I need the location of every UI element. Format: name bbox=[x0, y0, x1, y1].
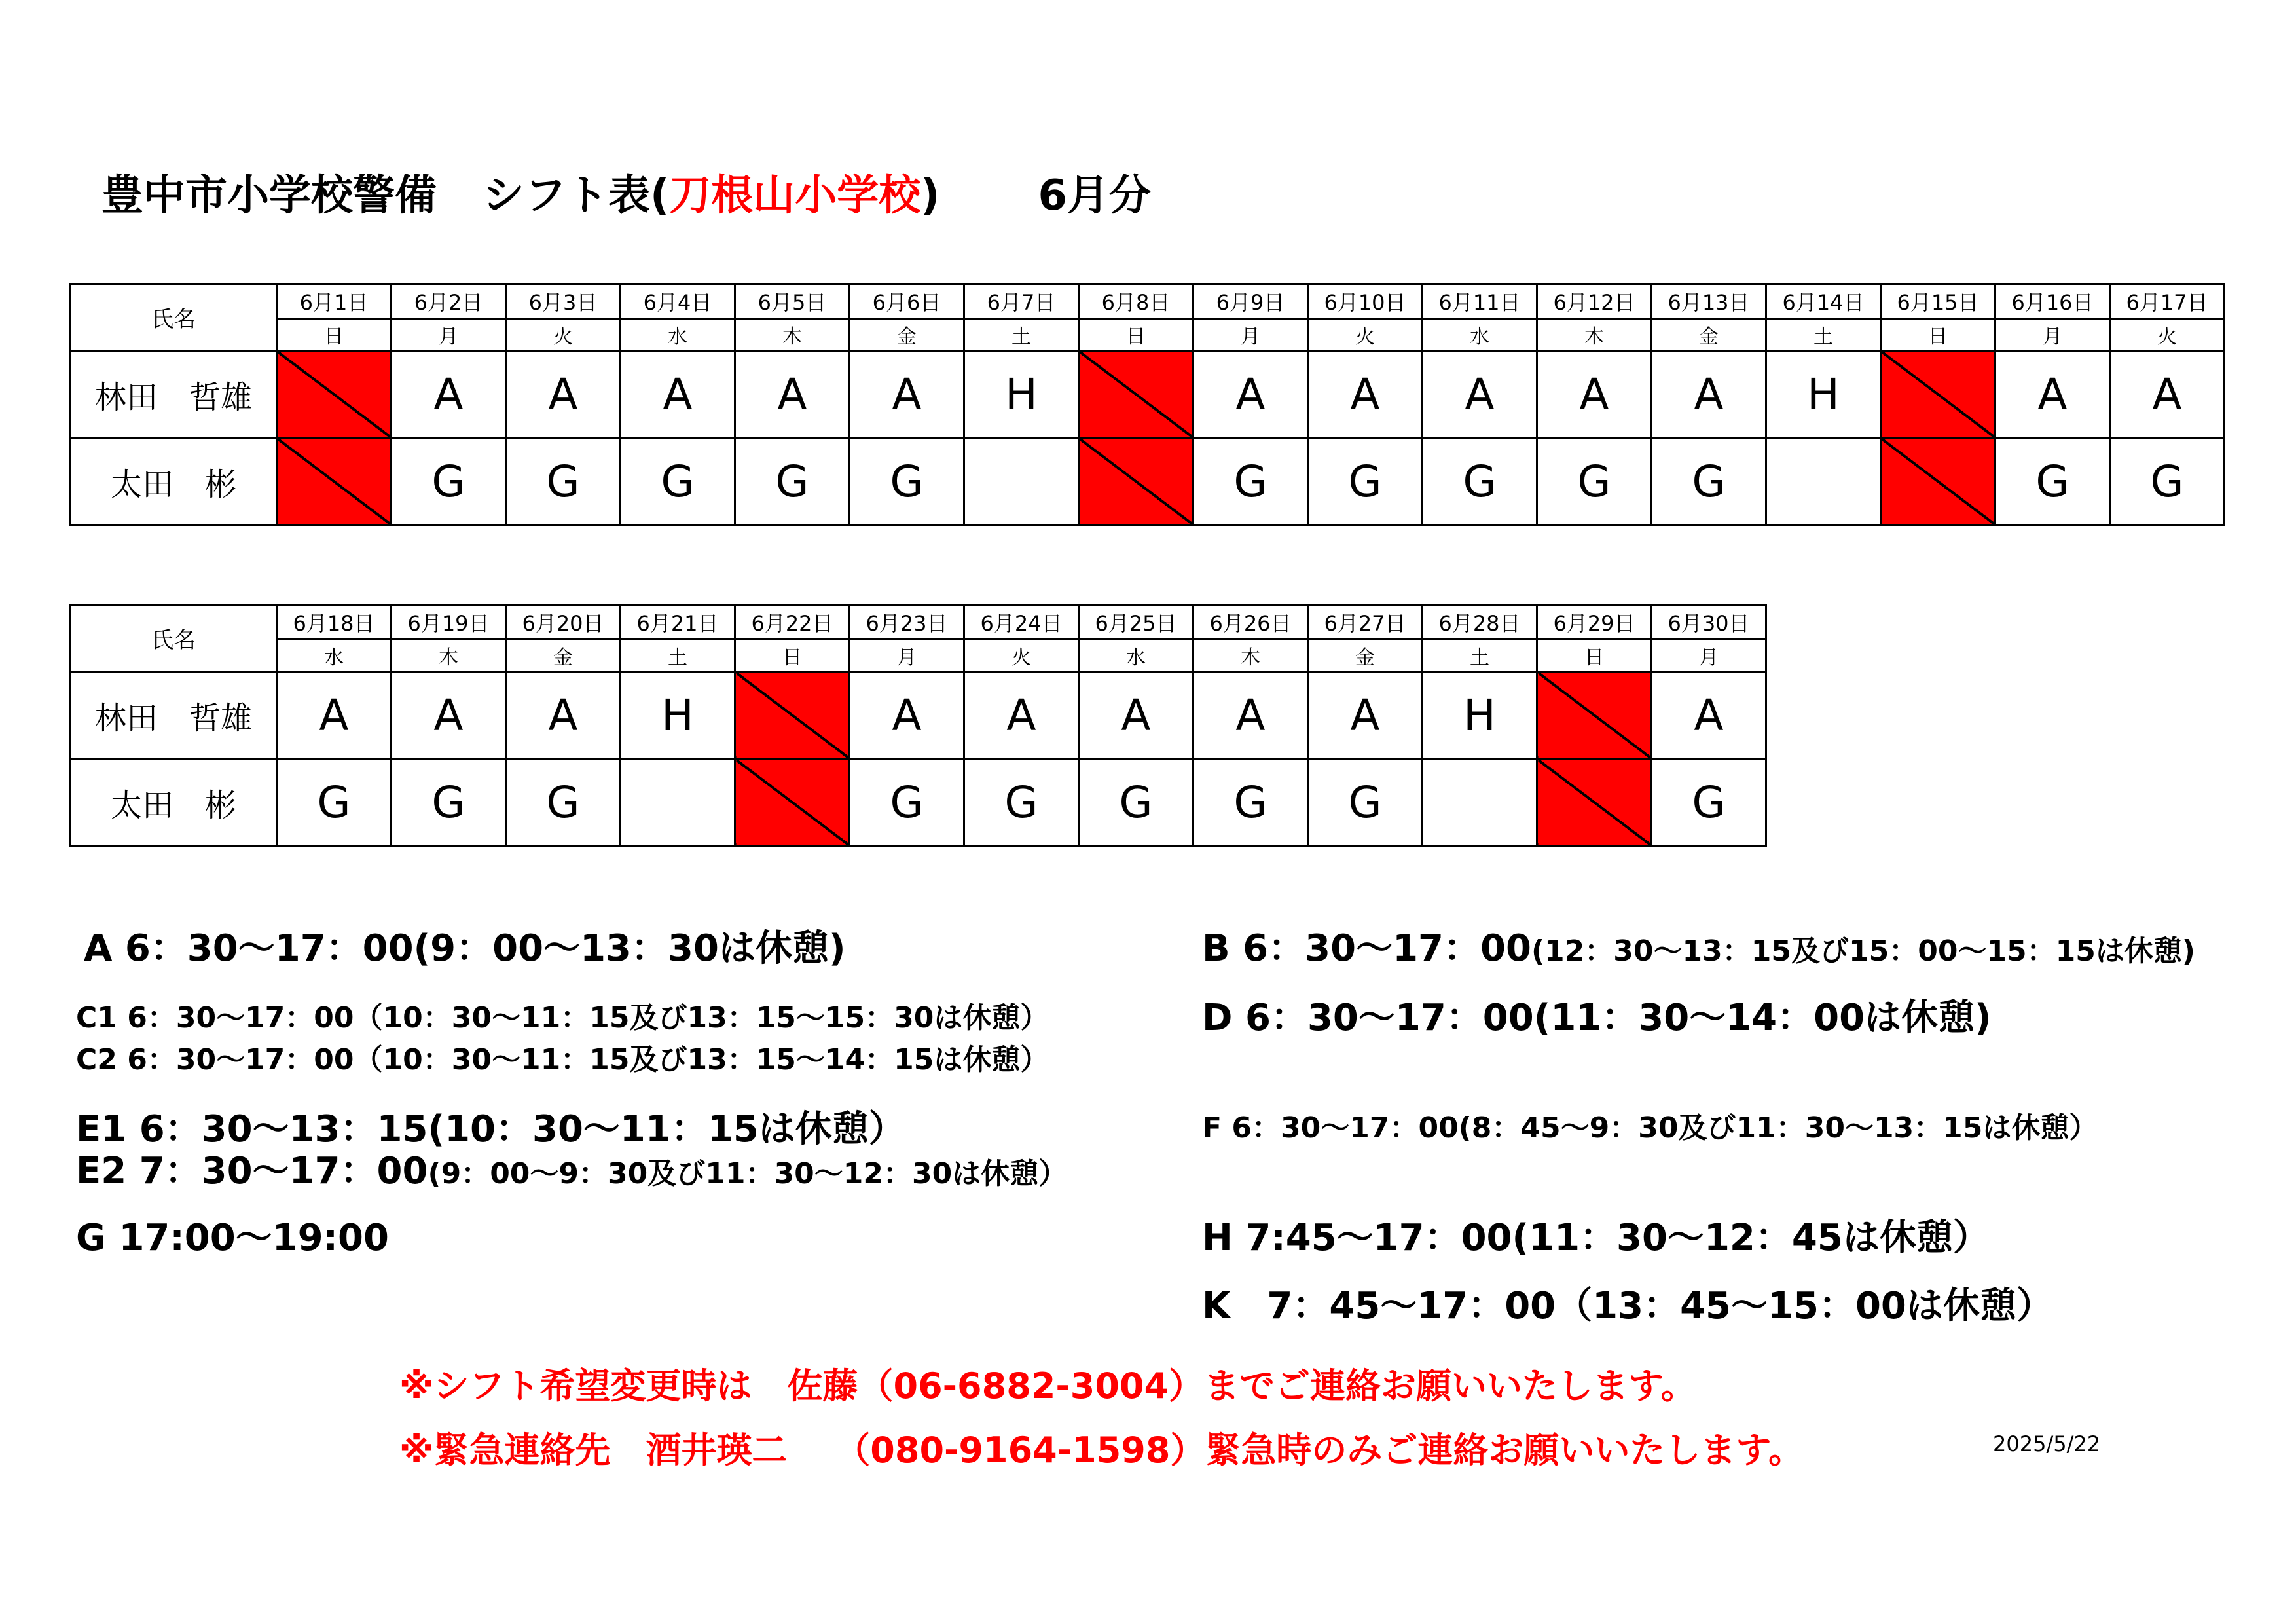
date-header: 6月8日 bbox=[1079, 284, 1194, 319]
day-of-week: 木 bbox=[392, 640, 506, 672]
legend-h: H 7:45～17：00(11：30～12：45は休憩） bbox=[1202, 1217, 1990, 1259]
legend-e2-main: E2 7：30～17：00 bbox=[76, 1150, 428, 1192]
day-of-week: 月 bbox=[1194, 319, 1308, 351]
shift-cell: A bbox=[1194, 351, 1308, 438]
date-header: 6月26日 bbox=[1194, 605, 1308, 640]
date-header: 6月15日 bbox=[1881, 284, 1995, 319]
date-header: 6月17日 bbox=[2110, 284, 2225, 319]
date-header: 6月4日 bbox=[621, 284, 735, 319]
legend-b-note: (12：30～13：15及び15：00～15：15は休憩) bbox=[1531, 934, 2195, 968]
shift-cell: A bbox=[1995, 351, 2110, 438]
shift-cell: A bbox=[1537, 351, 1652, 438]
date-header: 6月6日 bbox=[850, 284, 964, 319]
shift-cell: A bbox=[1308, 351, 1423, 438]
legend-c2: C2 6：30～17：00（10：30～11：15及び13：15～14：15は休憩） bbox=[76, 1043, 1049, 1077]
shift-cell: G bbox=[1995, 438, 2110, 525]
day-off-cell bbox=[1537, 759, 1652, 846]
day-of-week: 土 bbox=[964, 319, 1079, 351]
page-title bbox=[101, 166, 1151, 225]
staff-row bbox=[71, 672, 1766, 759]
shift-cell: A bbox=[735, 351, 850, 438]
shift-cell: G bbox=[506, 438, 621, 525]
shift-cell: G bbox=[1423, 438, 1537, 525]
shift-cell: G bbox=[621, 438, 735, 525]
day-of-week: 水 bbox=[1079, 640, 1194, 672]
shift-cell: A bbox=[1423, 351, 1537, 438]
day-of-week: 火 bbox=[1308, 319, 1423, 351]
shift-cell: A bbox=[1308, 672, 1423, 759]
shift-cell: G bbox=[735, 438, 850, 525]
shift-cell: A bbox=[392, 351, 506, 438]
shift-cell: G bbox=[1308, 759, 1423, 846]
date-header: 6月14日 bbox=[1766, 284, 1881, 319]
title-close: ) bbox=[920, 172, 940, 220]
day-off-cell bbox=[1079, 438, 1194, 525]
staff-row bbox=[71, 351, 2225, 438]
day-off-cell bbox=[735, 672, 850, 759]
day-of-week: 土 bbox=[1766, 319, 1881, 351]
shift-cell: G bbox=[1308, 438, 1423, 525]
day-of-week: 土 bbox=[621, 640, 735, 672]
day-of-week: 金 bbox=[1308, 640, 1423, 672]
date-header: 6月2日 bbox=[392, 284, 506, 319]
issue-date: 2025/5/22 bbox=[1993, 1431, 2101, 1456]
day-of-week: 月 bbox=[850, 640, 964, 672]
legend-b-main: B 6：30～17：00 bbox=[1202, 927, 1531, 970]
title-main: 豊中市小学校警備 bbox=[101, 172, 437, 220]
date-header: 6月5日 bbox=[735, 284, 850, 319]
date-header: 6月9日 bbox=[1194, 284, 1308, 319]
shift-cell: H bbox=[1423, 672, 1537, 759]
staff-name: 林田 哲雄 bbox=[71, 351, 277, 438]
shift-cell: G bbox=[1194, 759, 1308, 846]
notice-emergency-contact: ※緊急連絡先 酒井瑛二 （080-9164-1598）緊急時のみご連絡お願いいたします。 bbox=[399, 1430, 1804, 1471]
day-of-week-row bbox=[71, 319, 2225, 351]
date-header: 6月1日 bbox=[277, 284, 392, 319]
day-of-week: 月 bbox=[392, 319, 506, 351]
shift-cell: G bbox=[277, 759, 392, 846]
day-off-cell bbox=[277, 438, 392, 525]
day-of-week: 金 bbox=[850, 319, 964, 351]
shift-cell: H bbox=[1766, 351, 1881, 438]
day-of-week: 木 bbox=[1194, 640, 1308, 672]
shift-cell: G bbox=[2110, 438, 2225, 525]
shift-cell: A bbox=[964, 672, 1079, 759]
shift-cell bbox=[964, 438, 1079, 525]
shift-cell: G bbox=[964, 759, 1079, 846]
legend-g: G 17:00～19:00 bbox=[76, 1217, 389, 1259]
date-header: 6月12日 bbox=[1537, 284, 1652, 319]
shift-cell: G bbox=[392, 759, 506, 846]
date-row bbox=[71, 284, 2225, 319]
day-off-cell bbox=[277, 351, 392, 438]
legend-e1: E1 6：30～13：15(10：30～11：15は休憩） bbox=[76, 1108, 905, 1151]
shift-cell: H bbox=[621, 672, 735, 759]
day-of-week: 火 bbox=[2110, 319, 2225, 351]
day-of-week: 木 bbox=[735, 319, 850, 351]
shift-cell: A bbox=[1652, 351, 1766, 438]
date-header: 6月18日 bbox=[277, 605, 392, 640]
shift-cell: G bbox=[1079, 759, 1194, 846]
day-of-week: 日 bbox=[1881, 319, 1995, 351]
day-of-week: 水 bbox=[277, 640, 392, 672]
shift-cell: G bbox=[506, 759, 621, 846]
shift-cell: A bbox=[2110, 351, 2225, 438]
shift-cell: A bbox=[506, 351, 621, 438]
notice-shift-change: ※シフト希望変更時は 佐藤（06-6882-3004）までご連絡お願いいたします。 bbox=[399, 1365, 1696, 1407]
shift-cell: G bbox=[392, 438, 506, 525]
day-of-week: 月 bbox=[1652, 640, 1766, 672]
day-off-cell bbox=[1881, 438, 1995, 525]
date-header: 6月16日 bbox=[1995, 284, 2110, 319]
date-header: 6月21日 bbox=[621, 605, 735, 640]
legend-f: F 6：30～17：00(8：45～9：30及び11：30～13：15は休憩） bbox=[1202, 1111, 2098, 1145]
day-of-week: 土 bbox=[1423, 640, 1537, 672]
day-of-week: 月 bbox=[1995, 319, 2110, 351]
title-kind: シフト表( bbox=[483, 172, 670, 220]
day-of-week: 火 bbox=[506, 319, 621, 351]
day-of-week: 水 bbox=[621, 319, 735, 351]
day-of-week: 金 bbox=[506, 640, 621, 672]
staff-row bbox=[71, 438, 2225, 525]
name-header: 氏名 bbox=[71, 605, 277, 672]
date-header: 6月11日 bbox=[1423, 284, 1537, 319]
date-header: 6月29日 bbox=[1537, 605, 1652, 640]
shift-cell: A bbox=[621, 351, 735, 438]
day-of-week: 火 bbox=[964, 640, 1079, 672]
day-of-week: 日 bbox=[277, 319, 392, 351]
staff-row bbox=[71, 759, 1766, 846]
shift-cell: G bbox=[1194, 438, 1308, 525]
day-of-week-row bbox=[71, 640, 1766, 672]
schedule-table-second-half bbox=[69, 604, 1767, 847]
day-off-cell bbox=[1881, 351, 1995, 438]
date-header: 6月27日 bbox=[1308, 605, 1423, 640]
staff-name: 太田 彬 bbox=[71, 759, 277, 846]
legend-b bbox=[1202, 919, 2195, 972]
date-header: 6月19日 bbox=[392, 605, 506, 640]
day-of-week: 水 bbox=[1423, 319, 1537, 351]
shift-cell: A bbox=[850, 351, 964, 438]
shift-cell: G bbox=[850, 759, 964, 846]
date-row bbox=[71, 605, 1766, 640]
date-header: 6月30日 bbox=[1652, 605, 1766, 640]
legend-d: D 6：30～17：00(11：30～14：00は休憩) bbox=[1202, 997, 1992, 1039]
legend-e2-note: (9：00～9：30及び11：30～12：30は休憩） bbox=[428, 1157, 1068, 1190]
day-of-week: 木 bbox=[1537, 319, 1652, 351]
staff-name: 太田 彬 bbox=[71, 438, 277, 525]
legend-c1: C1 6：30～17：00（10：30～11：15及び13：15～15：30は休憩） bbox=[76, 1001, 1049, 1035]
shift-cell: G bbox=[850, 438, 964, 525]
date-header: 6月3日 bbox=[506, 284, 621, 319]
name-header: 氏名 bbox=[71, 284, 277, 351]
title-school: 刀根山小学校 bbox=[669, 172, 921, 220]
date-header: 6月24日 bbox=[964, 605, 1079, 640]
shift-cell bbox=[1423, 759, 1537, 846]
shift-cell: G bbox=[1537, 438, 1652, 525]
legend-k: K 7：45～17：00（13：45～15：00は休憩） bbox=[1202, 1285, 2053, 1327]
shift-cell: A bbox=[850, 672, 964, 759]
shift-cell: A bbox=[392, 672, 506, 759]
day-off-cell bbox=[735, 759, 850, 846]
shift-cell: A bbox=[1652, 672, 1766, 759]
date-header: 6月13日 bbox=[1652, 284, 1766, 319]
day-of-week: 日 bbox=[735, 640, 850, 672]
date-header: 6月20日 bbox=[506, 605, 621, 640]
day-of-week: 金 bbox=[1652, 319, 1766, 351]
shift-cell: G bbox=[1652, 759, 1766, 846]
date-header: 6月7日 bbox=[964, 284, 1079, 319]
date-header: 6月10日 bbox=[1308, 284, 1423, 319]
day-off-cell bbox=[1079, 351, 1194, 438]
shift-cell: H bbox=[964, 351, 1079, 438]
schedule-table-first-half bbox=[69, 283, 2225, 526]
date-header: 6月25日 bbox=[1079, 605, 1194, 640]
date-header: 6月23日 bbox=[850, 605, 964, 640]
shift-cell: A bbox=[277, 672, 392, 759]
shift-cell: A bbox=[1194, 672, 1308, 759]
title-month: 6月分 bbox=[1038, 172, 1152, 220]
shift-cell bbox=[621, 759, 735, 846]
shift-cell: G bbox=[1652, 438, 1766, 525]
shift-cell: A bbox=[1079, 672, 1194, 759]
legend-a: A 6：30～17：00(9：00～13：30は休憩) bbox=[84, 927, 846, 970]
legend-e2 bbox=[76, 1142, 1067, 1194]
shift-cell bbox=[1766, 438, 1881, 525]
day-of-week: 日 bbox=[1537, 640, 1652, 672]
date-header: 6月28日 bbox=[1423, 605, 1537, 640]
date-header: 6月22日 bbox=[735, 605, 850, 640]
day-off-cell bbox=[1537, 672, 1652, 759]
staff-name: 林田 哲雄 bbox=[71, 672, 277, 759]
day-of-week: 日 bbox=[1079, 319, 1194, 351]
shift-cell: A bbox=[506, 672, 621, 759]
